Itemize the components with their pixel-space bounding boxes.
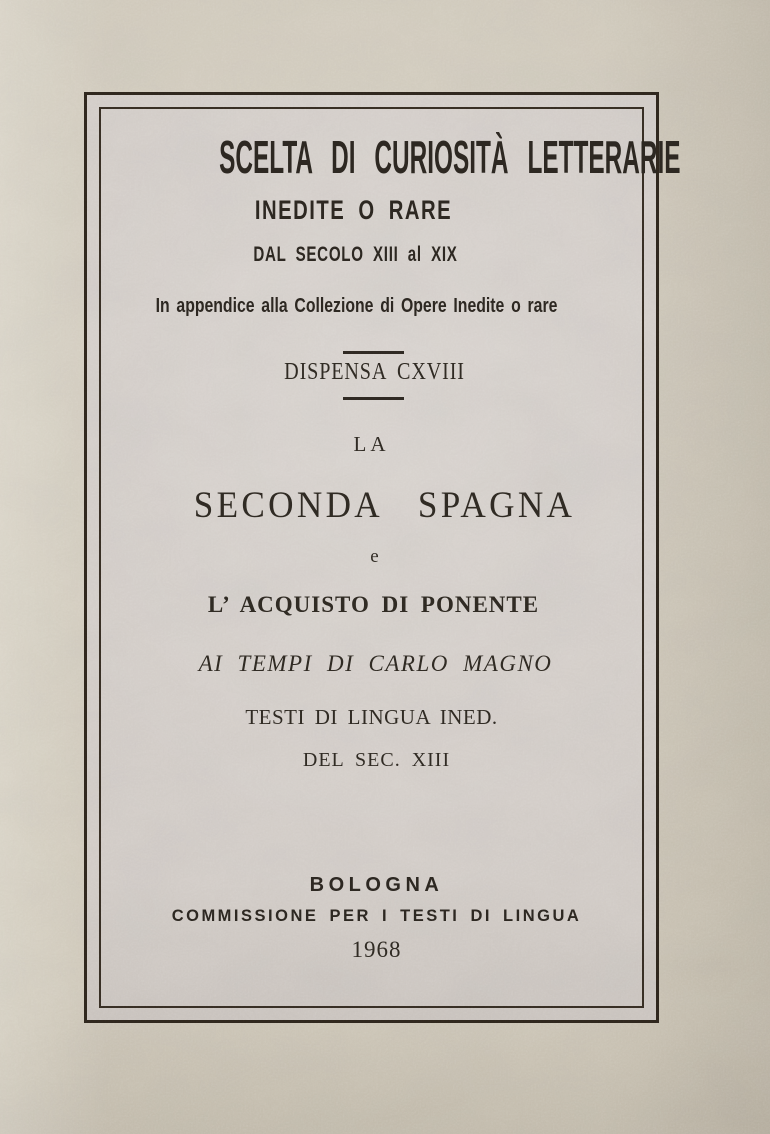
title-second-work: L’ ACQUISTO DI PONENTE bbox=[207, 592, 540, 617]
title-subtitle: AI TEMPI DI CARLO MAGNO bbox=[198, 651, 553, 676]
title-article: LA bbox=[353, 432, 390, 456]
divider-rule-top bbox=[343, 351, 404, 354]
title-main: SECONDA SPAGNA bbox=[193, 485, 576, 526]
series-title: SCELTA DI CURIOSITÀ LETTERARIE bbox=[219, 131, 681, 183]
imprint-publisher: COMMISSIONE PER I TESTI DI LINGUA bbox=[171, 907, 582, 925]
edition-note-line1: TESTI DI LINGUA INED. bbox=[245, 705, 498, 729]
issue-number: DISPENSA CXVIII bbox=[284, 359, 465, 385]
series-appendix-note: In appendice alla Collezione di Opere Inedite o rare bbox=[155, 295, 558, 317]
series-subtitle: INEDITE O RARE bbox=[254, 195, 453, 225]
title-conjunction: e bbox=[370, 546, 379, 567]
imprint-city: BOLOGNA bbox=[309, 874, 444, 896]
series-century-range: DAL SECOLO XIII al XIX bbox=[253, 243, 458, 266]
edition-note-line2: DEL SEC. XIII bbox=[302, 749, 451, 771]
imprint-year: 1968 bbox=[351, 937, 402, 962]
divider-rule-bottom bbox=[343, 397, 404, 400]
